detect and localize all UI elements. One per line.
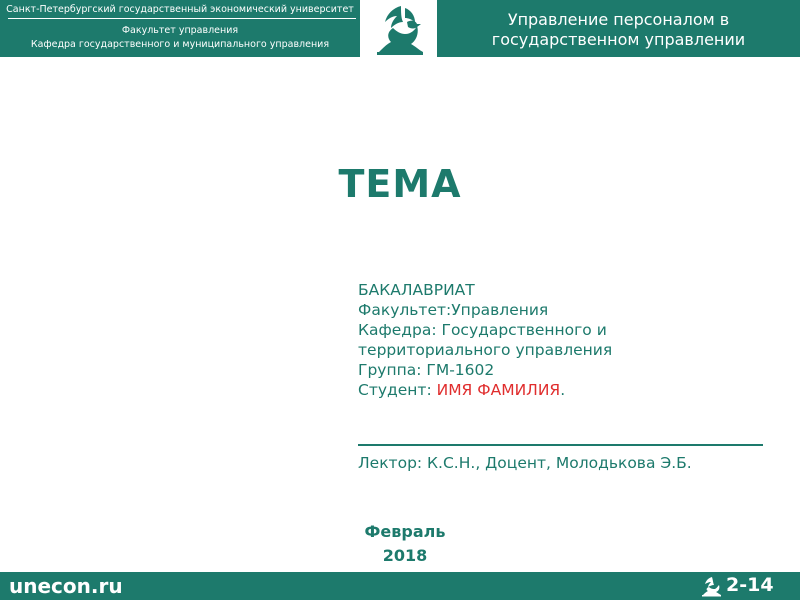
footer-bar xyxy=(0,572,800,600)
university-name: Санкт-Петербургский государственный экономический университет xyxy=(6,4,354,15)
education-level: БАКАЛАВРИАТ xyxy=(358,281,475,299)
header-divider xyxy=(8,18,356,19)
department-name: Кафедра государственного и муниципального управления xyxy=(30,39,330,50)
course-title-line2: государственном управлении xyxy=(491,30,746,49)
course-title-block xyxy=(437,0,800,57)
department-line1: Кафедра: Государственного и xyxy=(358,321,607,339)
student-name: ИМЯ ФАМИЛИЯ xyxy=(436,381,561,399)
lecturer-line: Лектор: К.С.Н., Доцент, Молодькова Э.Б. xyxy=(358,454,692,472)
student-end: . xyxy=(560,381,566,399)
student-line xyxy=(358,380,778,400)
presentation-date xyxy=(350,520,460,568)
group-line: Группа: ГМ-1602 xyxy=(358,361,495,379)
student-info xyxy=(358,280,778,400)
date-month: Февраль xyxy=(364,522,446,541)
course-title-line1: Управление персоналом в xyxy=(507,10,730,29)
griffin-small-icon xyxy=(700,575,722,597)
course-title xyxy=(437,10,800,50)
department-line2: территориального управления xyxy=(358,341,613,359)
faculty-line: Факультет:Управления xyxy=(358,301,549,319)
header-university-block xyxy=(0,0,360,57)
student-label: Студент: xyxy=(358,381,437,399)
lecturer-divider xyxy=(358,444,763,446)
site-link[interactable]: unecon.ru xyxy=(9,574,123,598)
slide-topic: ТЕМА xyxy=(338,162,462,206)
faculty-name: Факультет управления xyxy=(121,25,239,36)
date-year: 2018 xyxy=(382,546,428,565)
university-logo xyxy=(363,0,434,57)
griffin-logo-icon xyxy=(371,2,427,56)
slide-number: 2-14 xyxy=(726,574,774,596)
